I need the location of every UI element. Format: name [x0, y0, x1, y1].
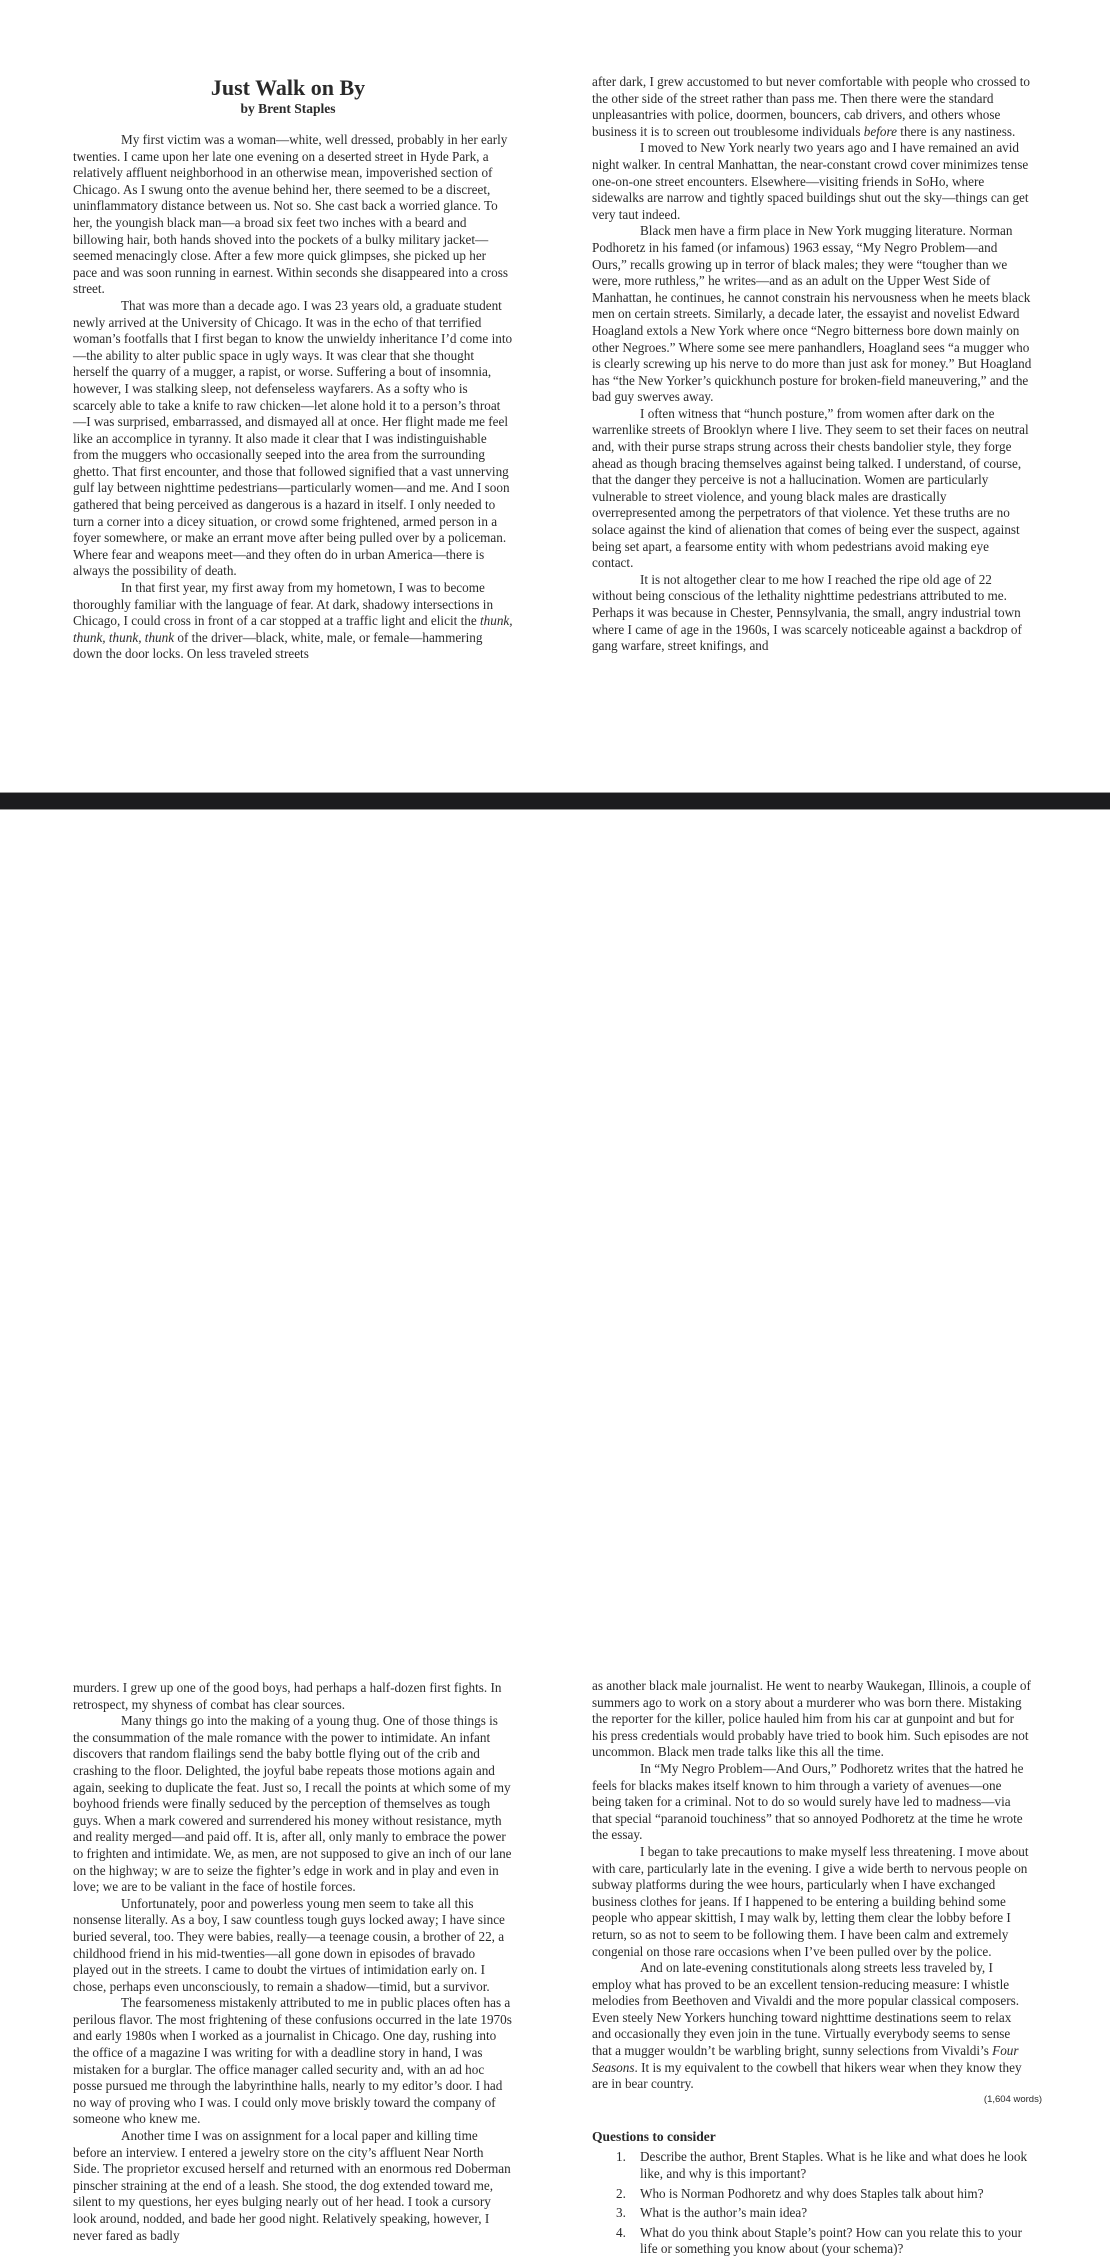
page-divider [0, 792, 1110, 810]
paragraph [592, 74, 1032, 140]
paragraph [592, 1960, 1032, 2093]
paragraph: It is not altogether clear to me how I reached the ripe old age of 22 without being conscious of the lethality nighttime pedestrians attributed to me. Perhaps it was because in Chester, Pennsylvania, the small, angry industrial town where I came of age in the 1960s, I was scarcely noticeable against a backdrop of gang warfare, street knifings, and [592, 571, 1022, 654]
paragraph: murders. I grew up one of the good boys, had perhaps a half-dozen first fights. In retrospect, my shyness of combat has clear sources. [73, 1680, 502, 1712]
paragraph: In “My Negro Problem—And Ours,” Podhoretz writes that the hatred he feels for blacks makes itself known to him through a variety of avenues—one being taken for a criminal. Not to do so would surely have led to madness—via that special “paranoid touchiness” that so annoyed Podhoretz at the time he wrote the essay. [592, 1760, 1024, 1843]
question-text: Describe the author, Brent Staples. What is he like and what does he look like, and why is this important? [640, 2149, 1028, 2182]
question-number: 3. [616, 2205, 626, 2221]
question-number: 4. [616, 2224, 626, 2240]
question-text: What is the author’s main idea? [640, 2205, 808, 2221]
text-run: And on late-evening constitutionals along streets less traveled by, I employ what has proved to be an excellent tension-reducing measure: I whistle melodies from Beethoven and Vivaldi and the more popular classical composers. Even steely New Yorkers hunching toward nighttime destinations seem to relax and occasionally they even join in the tune. Virtually everybody seems to sense that a mugger wouldn’t be warbling bright, sunny selections from Vivaldi’s [592, 1960, 1020, 2059]
text-run: after dark, I grew accustomed to but never comfortable with people who crossed to the other side of the street rather than pass me. Then there were the standard unpleasantries with police, doormen, bouncers, cab drivers, and others whose business it is to screen out troublesome individuals [592, 74, 1030, 139]
paragraph: as another black male journalist. He went to nearby Waukegan, Illinois, a couple of summers ago to work on a story about a murderer who was born there. Mistaking the reporter for the killer, police hauled him from his car at gunpoint and but for his press credentials would probably have tried to book him. Such episodes are not uncommon. Black men trade talks like this all the time. [592, 1678, 1031, 1760]
questions-heading: Questions to consider [592, 2128, 716, 2144]
question-text: What do you think about Staple’s point? How can you relate this to your life or something you know about (your schema)? [640, 2224, 1022, 2257]
page-top [0, 0, 1110, 792]
text-run: of the driver—black, white, male, or female—hammering down the door locks. On less traveled streets [73, 629, 483, 662]
column-bottom-right [592, 1678, 1042, 2261]
column-top-left [73, 76, 513, 663]
paragraph: Another time I was on assignment for a local paper and killing time before an interview. I entered a jewelry store on the city’s affluent Near North Side. The proprietor excused herself and returned with an enormous red Doberman pinscher straining at the end of a leash. She stood, the dog extended toward me, silent to my questions, her eyes bulging nearly out of her head. I took a cursory look around, nodded, and bade her good night. Relatively speaking, however, I never fared as badly [73, 2128, 511, 2243]
paragraph: I often witness that “hunch posture,” from women after dark on the warrenlike streets of Brooklyn where I live. They seem to set their faces on neutral and, with their purse straps strung across their chests bandolier style, they forge ahead as though bracing themselves against being talked. I understand, of course, that the danger they perceive is not a hallucination. Women are particularly vulnerable to street violence, and young black males are drastically overrepresented among the perpetrators of that violence. Yet these truths are no solace against the kind of alienation that comes of being ever the suspect, against being set apart, a fearsome entity with whom pedestrians avoid making eye contact. [592, 405, 1029, 571]
text-run: . It is my equivalent to the cowbell that hikers wear when they know they are in bear country. [592, 2059, 1022, 2092]
document-title: Just Walk on By [210, 75, 366, 100]
italic-text: before [863, 123, 897, 139]
question-item [592, 2225, 1032, 2258]
paragraph: The fearsomeness mistakenly attributed to me in public places often has a perilous flavor. The most frightening of these confusions occurred in the late 1970s and early 1980s when I worked as a journalist in Chicago. One day, rushing into the office of a magazine I was writing for with a deadline story in hand, I was mistaken for a burglar. The office manager called security and, with an ad hoc posse pursued me through the labyrinthine halls, nearly to my editor’s door. I had no way of proving who I was. I could only move briskly toward the company of someone who knew me. [73, 1995, 512, 2127]
paragraph [73, 580, 513, 663]
page-bottom [0, 810, 1110, 2257]
paragraph: Black men have a firm place in New York mugging literature. Norman Podhoretz in his famed (or infamous) 1963 essay, “My Negro Problem—and Ours,” recalls growing up in terror of black males; they were “tougher than we were, more ruthless,” he writes—and as an adult on the Upper West Side of Manhattan, he continues, he cannot constrain his nervousness when he meets black men on certain streets. Similarly, a decade later, the essayist and novelist Edward Hoagland extols a New York where once “Negro bitterness bore down mainly on other Negroes.” Where some see mere panhandlers, Hoagland sees “a mugger who is clearly screwing up his nerve to do more than just ask for money.” But Hoagland has “the New Yorker’s quickhunch posture for broken-field maneuvering,” and the bad guy swerves away. [592, 223, 1032, 405]
paragraph: My first victim was a woman—white, well dressed, probably in her early twenties. I came upon her late one evening on a deserted street in Hyde Park, a relatively affluent neighborhood in an otherwise mean, impoverished section of Chicago. As I swung onto the avenue behind her, there seemed to be a discreet, uninflammatory distance between us. Not so. She cast back a worried glance. To her, the youngish black man—a broad six feet two inches with a beard and billowing hair, both hands shoved into the pockets of a bulky military jacket—seemed menacingly close. After a few more quick glimpses, she picked up her pace and was soon running in earnest. Within seconds she disappeared into a cross street. [73, 132, 509, 297]
paragraph: I moved to New York nearly two years ago and I have remained an avid night walker. In central Manhattan, the near-constant crowd cover minimizes tense one-on-one street encounters. Elsewhere—visiting friends in SoHo, where sidewalks are narrow and tightly spaced buildings shut out the sky—things can get very taut indeed. [592, 140, 1029, 222]
paragraph: I began to take precautions to make myself less threatening. I move about with care, particularly late in the evening. I give a wide berth to nervous people on subway platforms during the wee hours, particularly when I have exchanged business clothes for jeans. If I happened to be entering a building behind some people who appear skittish, I may walk by, letting them clear the lobby before I return, so as not to seem to be following them. I have been calm and extremely congenial on those rare occasions when I’ve been pulled over by the police. [592, 1843, 1029, 1959]
text-run: there is any nastiness. [896, 123, 1016, 139]
questions-list [592, 2149, 1032, 2258]
question-number: 1. [616, 2149, 626, 2165]
question-number: 2. [616, 2185, 626, 2201]
document-byline: by Brent Staples [240, 101, 336, 116]
paragraph: Many things go into the making of a young thug. One of those things is the consummation of the male romance with the power to intimidate. An infant discovers that random flailings send the baby bottle flying out of the crib and crashing to the floor. Delighted, the joyful babe repeats those motions again and again, seeking to duplicate the feat. Just so, I recall the points at which some of my boyhood friends were finally seduced by the perception of themselves as tough guys. When a mark cowered and surrendered his money without resistance, myth and reality merged—and paid off. It is, after all, only manly to embrace the power to frighten and intimidate. We, as men, are not supposed to give an inch of our lane on the highway; w are to seize the fighter’s edge in work and in play and even in love; we are to be valiant in the face of hostile forces. [73, 1713, 512, 1895]
paragraph: That was more than a decade ago. I was 23 years old, a graduate student newly arrived at the University of Chicago. It was in the echo of that terrified woman’s footfalls that I first began to know the unwieldy inheritance I’d come into—the ability to alter public space in ugly ways. It was clear that she thought herself the quarry of a mugger, a rapist, or worse. Suffering a bout of insomnia, however, I was stalking sleep, not defenseless wayfarers. As a softy who is scarcely able to take a knife to raw chicken—let alone hold it to a person’s throat—I was surprised, embarrassed, and dismayed all at once. Her flight made me feel like an accomplice in tyranny. It also made it clear that I was indistinguishable from the muggers who occasionally seeped into the area from the surrounding ghetto. That first encounter, and those that followed signified that a vast unnerving gulf lay between nighttime pedestrians—particularly women—and me. And I soon gathered that being perceived as dangerous is a hazard in itself. I only needed to turn a corner into a dicey situation, or crowd some frightened, armed person in a foyer somewhere, or make an errant move after being pulled over by a policeman. Where fear and weapons meet—and they often do in urban America—there is always the possibility of death. [73, 297, 513, 579]
italic-text: thunk, thunk, thunk, thunk [73, 613, 513, 645]
word-count: (1,604 words) [983, 2093, 1042, 2105]
italic-text: Four Seasons [592, 2043, 1019, 2075]
column-bottom-left [73, 1680, 513, 2244]
question-item [592, 2186, 1032, 2203]
question-item [592, 2205, 1032, 2222]
column-top-right [592, 74, 1032, 655]
text-run: In that first year, my first away from my hometown, I was to become thoroughly familiar with the language of fear. At dark, shadowy intersections in Chicago, I could cross in front of a car stopped at a traffic light and elicit the [73, 580, 494, 629]
question-item [592, 2149, 1032, 2182]
paragraph: Unfortunately, poor and powerless young men seem to take all this nonsense literally. As a boy, I saw countless tough guys locked away; I have since buried several, too. They were babies, really—a teenage cousin, a brother of 22, a childhood friend in his mid-twenties—all gone down in episodes of bravado played out in the streets. I came to doubt the virtues of intimidation early on. I chose, perhaps even unconsciously, to remain a shadow—timid, but a survivor. [73, 1895, 505, 1994]
question-text: Who is Norman Podhoretz and why does Staples talk about him? [640, 2185, 984, 2201]
